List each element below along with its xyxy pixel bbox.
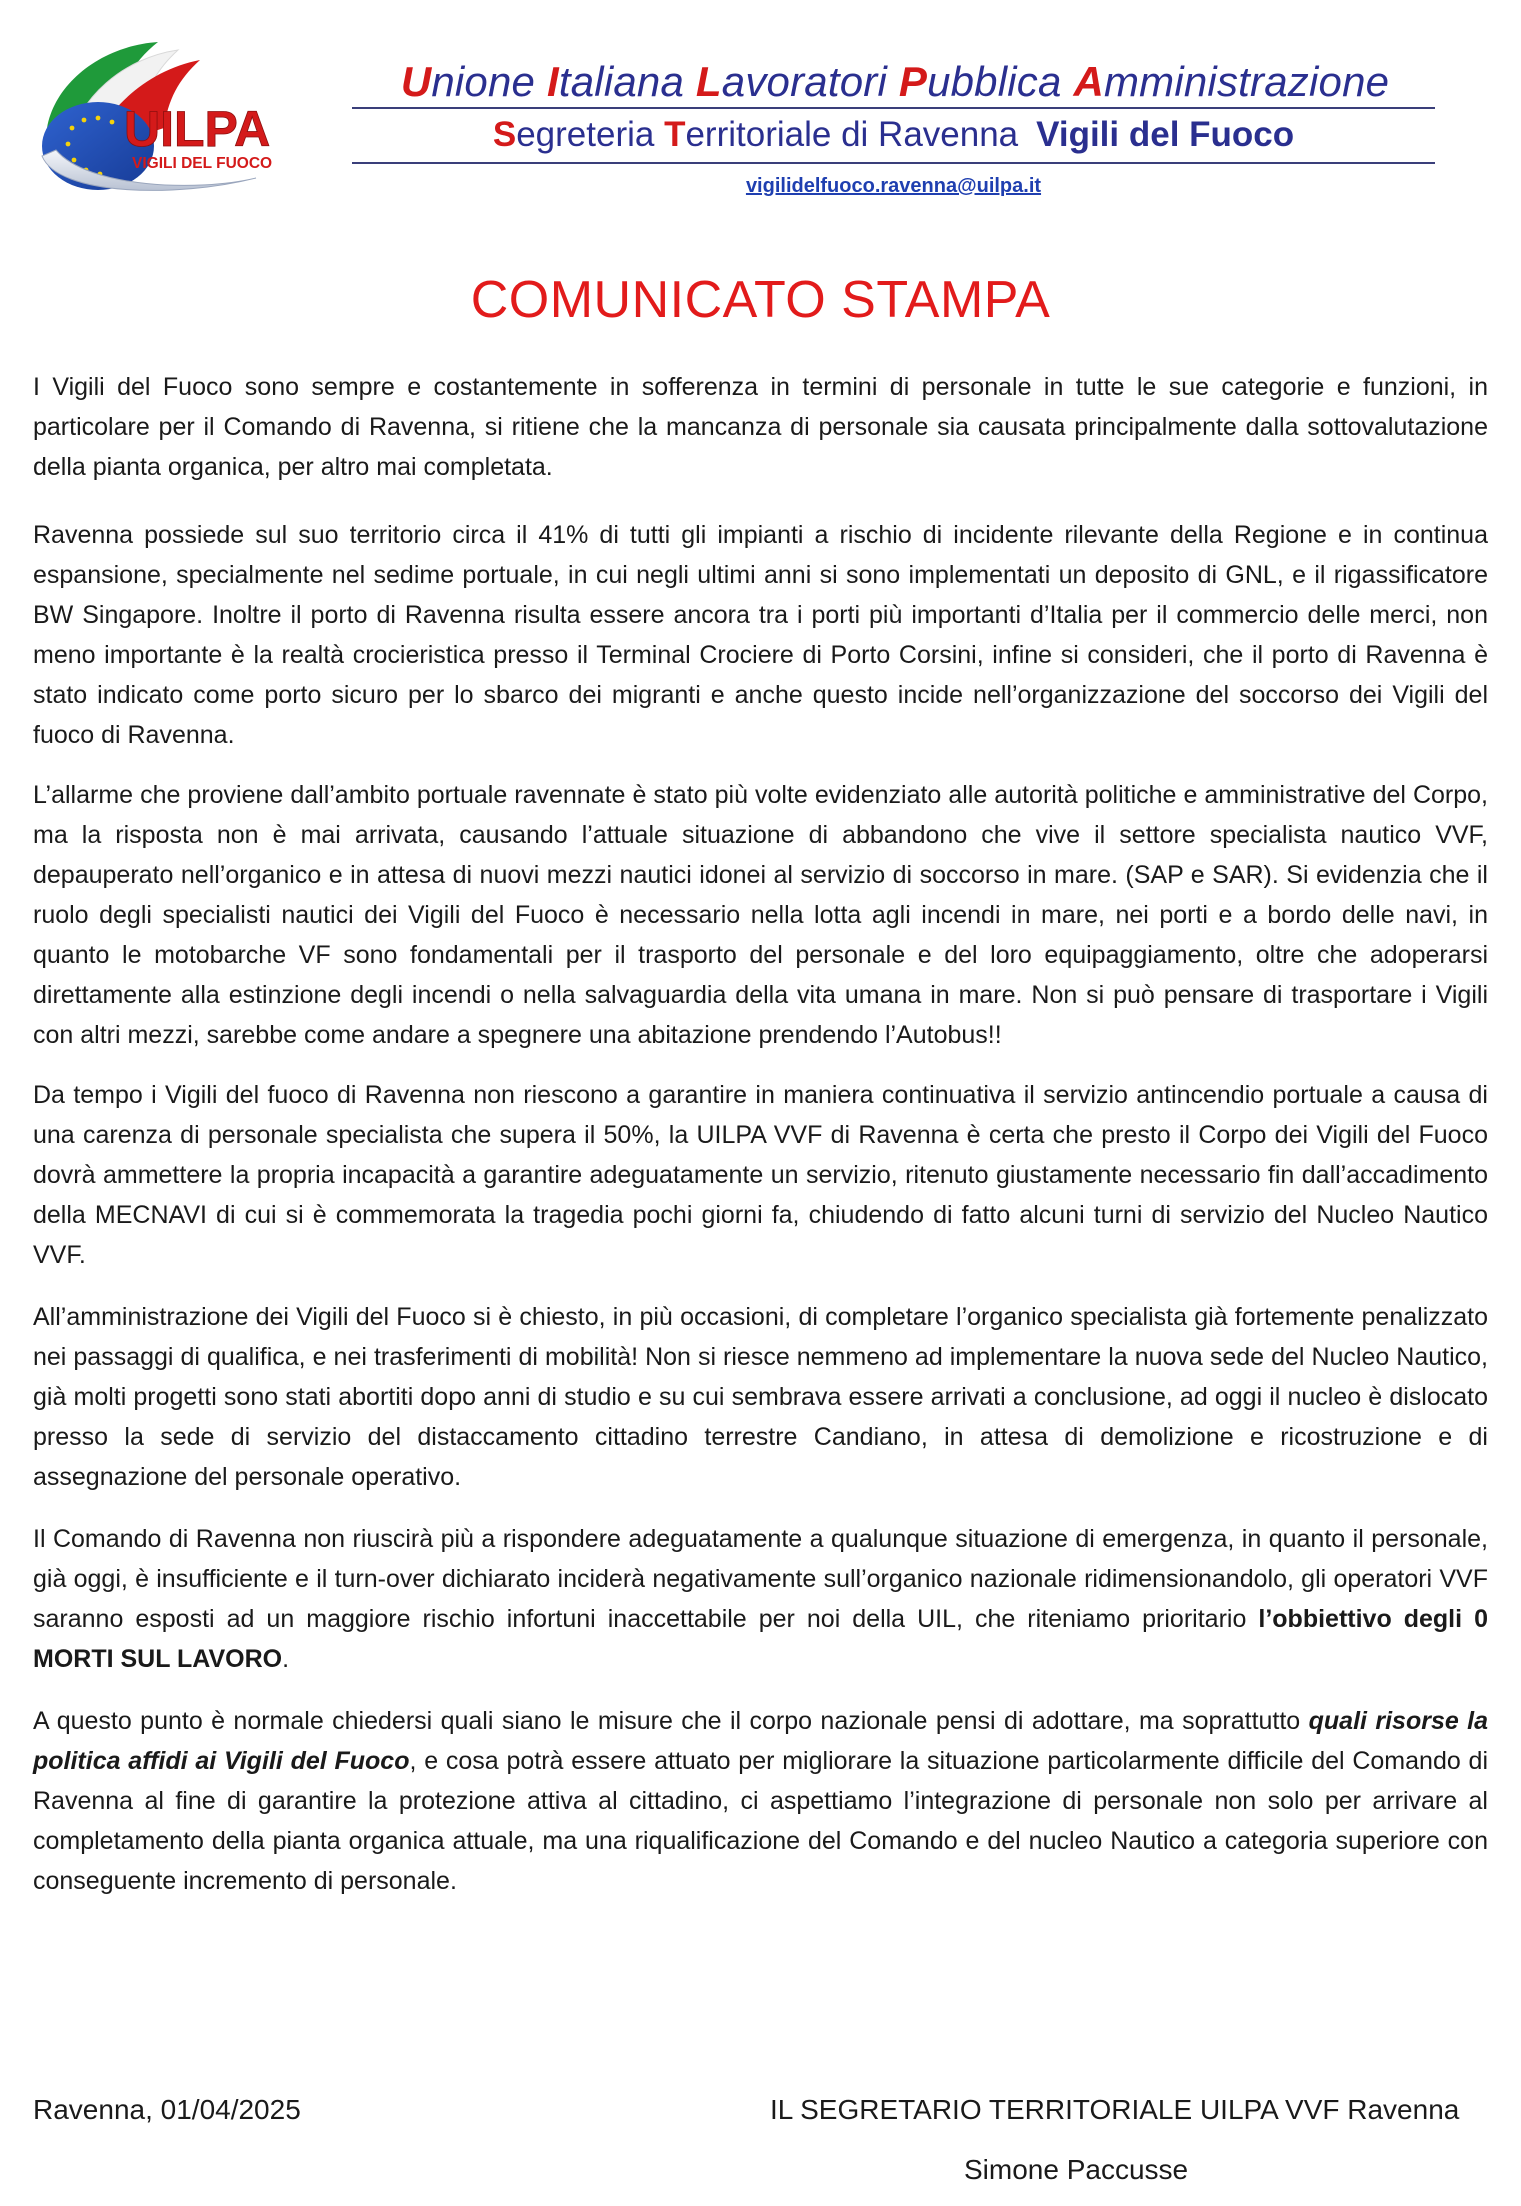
org-name: [355, 58, 1435, 106]
signatory-name: Simone Paccusse: [964, 2154, 1189, 2185]
paragraph: Ravenna possiede sul suo territorio circa il 41% di tutti gli impianti a rischio di incidente rilevante della Regione e in continua espansione, specialmente nel sedime portuale, in cui negli ultimi anni si sono implementati un deposito di GNL, e il rigassificatore BW Singapore. Inoltre il porto di Ravenna risulta essere ancora tra i porti più importanti d’Italia per il commercio delle merci, non meno importante è la realtà crocieristica presso il Terminal Crociere di Porto Corsini, infine si consideri, che il porto di Ravenna è stato indicato come porto sicuro per lo sbarco dei migranti e anche questo incide nell’organizzazione del soccorso dei Vigili del fuoco di Ravenna.: [33, 521, 1488, 749]
paragraph: Da tempo i Vigili del fuoco di Ravenna non riescono a garantire in maniera continuativa il servizio antincendio portuale a causa di una carenza di personale specialista che supera il 50%, la UILPA VVF di Ravenna è certa che presto il Corpo dei Vigili del Fuoco dovrà ammettere la propria incapacità a garantire adeguatamente un servizio, ritenuto giustamente necessario fin dall’accadimento della MECNAVI di cui si è commemorata la tragedia pochi giorni fa, chiudendo di fatto alcuni turni di servizio del Nucleo Nautico VVF.: [33, 1081, 1488, 1269]
press-release-body: [33, 367, 1488, 1921]
signatory-title: IL SEGRETARIO TERRITORIALE UILPA VVF Ravenna: [770, 2094, 1460, 2125]
signature-block: [0, 2090, 1521, 2200]
bold-phrase: l’obbiettivo degli 0 MORTI SUL LAVORO: [33, 1605, 1489, 1673]
paragraph: A questo punto è normale chiedersi quali siano le misure che il corpo nazionale pensi di adottare, ma soprattutto quali risorse la politica affidi ai Vigili del Fuoco, e cosa potrà essere attuato per migliorare la situazione particolarmente difficile del Comando di Ravenna al fine di garantire la protezione attiva al cittadino, ci aspettiamo l’integrazione di personale non solo per arrivare al completamento della pianta organica attuale, ma una riqualificazione del Comando e del nucleo Nautico a categoria superiore con conseguente incremento di personale.: [33, 1707, 1489, 1895]
secretariat-line: Segreteria Territoriale di Ravenna Vigili del Fuoco: [492, 115, 1295, 154]
email-link[interactable]: vigilidelfuoco.ravenna@uilpa.it: [745, 175, 1042, 197]
logo-text-main: UILPA: [124, 101, 271, 157]
page-title: COMUNICATO STAMPA: [470, 271, 1051, 329]
org-name-word: Italiana: [546, 58, 696, 105]
org-name-word: Unione: [400, 58, 547, 105]
uilpa-logo: [28, 28, 290, 198]
logo-text-sub: VIGILI DEL FUOCO: [132, 155, 273, 172]
org-name-word: Lavoratori: [695, 58, 899, 105]
header-divider-top: [352, 107, 1435, 109]
paragraph: All’amministrazione dei Vigili del Fuoco si è chiesto, in più occasioni, di completare l’organico specialista già fortemente penalizzato nei passaggi di qualifica, e nei trasferimenti di mobilità! Non si riesce nemmeno ad implementare la nuova sede del Nucleo Nautico, già molti progetti sono stati abortiti dopo anni di studio e su cui sembrava essere arrivati a conclusione, ad oggi il nucleo è dislocato presso la sede di servizio del distaccamento cittadino terrestre Candiano, in attesa di demolizione e ricostruzione e di assegnazione del personale operativo.: [33, 1303, 1488, 1491]
header-divider-bottom: [352, 162, 1435, 164]
paragraph: L’allarme che proviene dall’ambito portuale ravennate è stato più volte evidenziato alle autorità politiche e amministrative del Corpo, ma la risposta non è mai arrivata, causando l’attuale situazione di abbandono che vive il settore specialista nautico VVF, depauperato nell’organico e in attesa di nuovi mezzi nautici idonei al servizio di soccorso in mare. (SAP e SAR). Si evidenzia che il ruolo degli specialisti nautici dei Vigili del Fuoco è necessario nella lotta agli incendi in mare, nei porti e a bordo delle navi, in quanto le motobarche VF sono fondamentali per il trasporto del personale e del loro equipaggiamento, oltre che adoperarsi direttamente alla estinzione degli incendi o nella salvaguardia della vita umana in mare. Non si può pensare di trasportare i Vigili con altri mezzi, sarebbe come andare a spegnere una abitazione prendendo l’Autobus!!: [33, 781, 1488, 1049]
date-line: Ravenna, 01/04/2025: [33, 2094, 301, 2125]
org-name-word: Pubblica: [898, 58, 1074, 105]
vigili-del-fuoco-label: Vigili del Fuoco: [1036, 115, 1295, 154]
letterhead: [0, 0, 1521, 220]
paragraph: Il Comando di Ravenna non riuscirà più a rispondere adeguatamente a qualunque situazione di emergenza, in quanto il personale, già oggi, è insufficiente e il turn-over dichiarato inciderà negativamente sull’organico nazionale ridimensionandolo, gli operatori VVF saranno esposti ad un maggiore rischio infortuni inaccettabile per noi della UIL, che riteniamo prioritario l’obbiettivo degli 0 MORTI SUL LAVORO.: [33, 1525, 1489, 1673]
bold-italic-phrase: quali risorse la politica affidi ai Vigili del Fuoco: [33, 1707, 1489, 1775]
org-name-word: Amministrazione: [1073, 58, 1390, 105]
paragraph: I Vigili del Fuoco sono sempre e costantemente in sofferenza in termini di personale in tutte le sue categorie e funzioni, in particolare per il Comando di Ravenna, si ritiene che la mancanza di personale sia causata principalmente dalla sottovalutazione della pianta organica, per altro mai completata.: [33, 373, 1488, 481]
